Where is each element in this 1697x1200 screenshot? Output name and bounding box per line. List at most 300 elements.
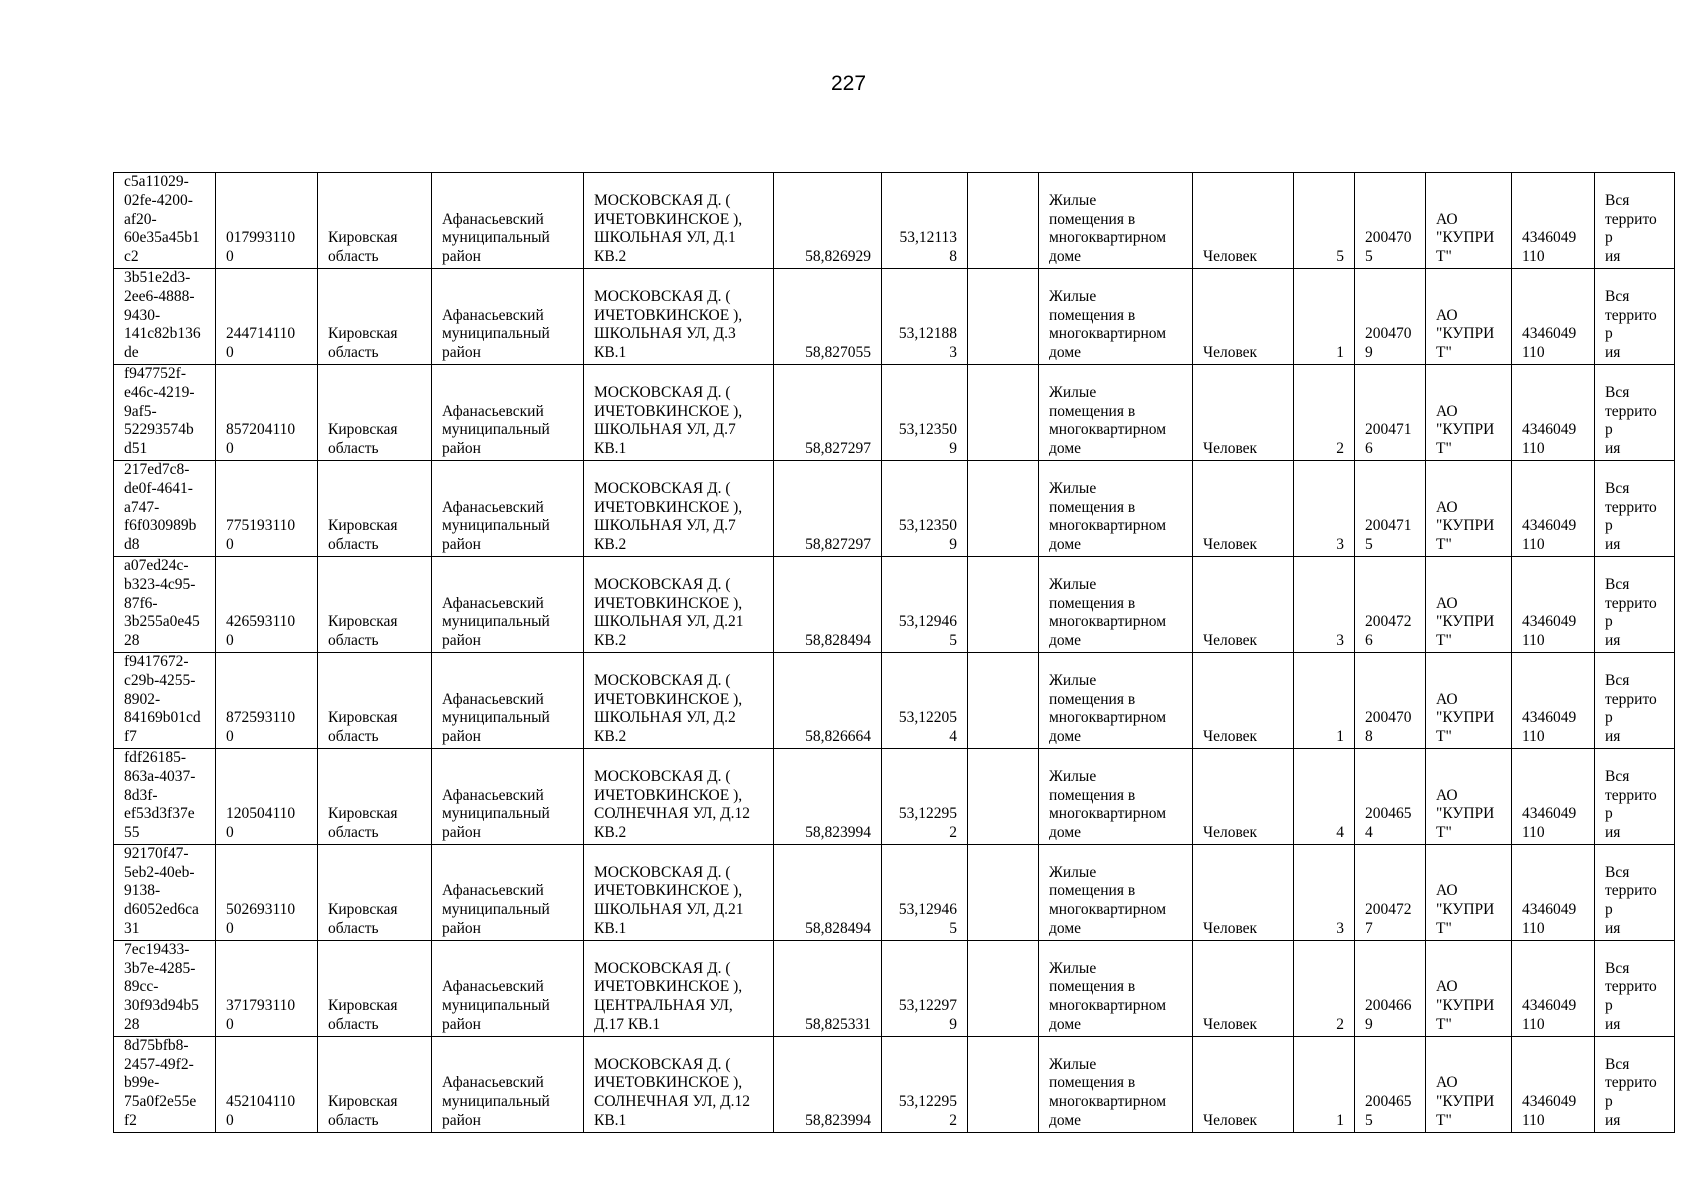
cell-line: МОСКОВСКАЯ Д. (	[594, 575, 731, 593]
cell-code	[216, 364, 318, 460]
cell-line: 2	[949, 1112, 957, 1130]
cell-unit: Человек	[1193, 460, 1294, 556]
cell-line: территор	[1605, 690, 1657, 727]
table-row	[114, 940, 1675, 1036]
cell-line: Жилые	[1049, 767, 1097, 785]
cell-number	[1355, 1036, 1426, 1132]
cell-line: 120504110	[226, 805, 296, 823]
cell-line: Кировская	[328, 901, 398, 919]
cell-line: Т"	[1436, 728, 1452, 746]
cell-line: КВ.2	[594, 632, 627, 650]
cell-line: район	[442, 920, 481, 938]
cell-blank	[968, 173, 1039, 269]
cell-count: 3	[1294, 460, 1355, 556]
cell-uuid	[114, 1036, 216, 1132]
cell-line: ИЧЕТОВКИНСКОЕ ),	[594, 594, 743, 612]
cell-uuid	[114, 173, 216, 269]
cell-line: КВ.1	[594, 1112, 627, 1130]
cell-line: "КУПРИ	[1436, 901, 1495, 919]
cell-line: 4	[1365, 824, 1373, 842]
cell-line: многоквартирном	[1049, 709, 1167, 727]
page-number: 227	[830, 72, 867, 95]
cell-line: ИЧЕТОВКИНСКОЕ ),	[594, 498, 743, 516]
cell-line: территор	[1605, 210, 1657, 247]
cell-line: Жилые	[1049, 959, 1097, 977]
cell-organization	[1426, 1036, 1512, 1132]
cell-line: 110	[1522, 1016, 1545, 1034]
cell-line: территор	[1605, 402, 1657, 439]
cell-line: 5	[949, 920, 957, 938]
cell-line: 9138-	[124, 882, 161, 900]
cell-number	[1355, 268, 1426, 364]
cell-line: 8d3f-	[124, 786, 158, 804]
cell-count: 1	[1294, 268, 1355, 364]
cell-line: АО	[1436, 402, 1458, 420]
cell-address	[584, 173, 774, 269]
cell-line: ИЧЕТОВКИНСКОЕ ),	[594, 978, 743, 996]
cell-line: муниципальный	[442, 421, 550, 439]
cell-line: 28	[124, 632, 140, 650]
cell-line: ef53d3f37e	[124, 805, 195, 823]
cell-line: Кировская	[328, 1093, 398, 1111]
cell-line: ия	[1605, 1016, 1621, 1034]
cell-line: 863a-4037-	[124, 767, 196, 785]
table-row	[114, 460, 1675, 556]
cell-longitude	[882, 268, 968, 364]
cell-line: ия	[1605, 824, 1621, 842]
cell-line: многоквартирном	[1049, 805, 1167, 823]
cell-number	[1355, 844, 1426, 940]
cell-line: 52293574b	[124, 421, 194, 439]
cell-line: 4346049	[1522, 709, 1577, 727]
cell-line: район	[442, 440, 481, 458]
cell-line: ШКОЛЬНАЯ УЛ, Д.7	[594, 421, 736, 439]
cell-latitude: 58,827297	[774, 364, 882, 460]
cell-region	[318, 844, 432, 940]
cell-line: ия	[1605, 536, 1621, 554]
cell-organization	[1426, 748, 1512, 844]
cell-line: 53,12205	[898, 709, 957, 727]
cell-line: АО	[1436, 978, 1458, 996]
cell-code	[216, 556, 318, 652]
cell-line: муниципальный	[442, 229, 550, 247]
cell-line: de0f-4641-	[124, 479, 193, 497]
cell-line: 4346049	[1522, 901, 1577, 919]
cell-line: территор	[1605, 1074, 1657, 1111]
cell-line: 0	[226, 1016, 234, 1034]
cell-line: 200470	[1365, 229, 1412, 247]
cell-line: "КУПРИ	[1436, 1093, 1495, 1111]
cell-line: доме	[1049, 1112, 1082, 1130]
cell-line: ИЧЕТОВКИНСКОЕ ),	[594, 210, 743, 228]
cell-line: ШКОЛЬНАЯ УЛ, Д.1	[594, 229, 736, 247]
cell-code	[216, 1036, 318, 1132]
cell-line: 8	[949, 248, 957, 266]
cell-line: область	[328, 632, 379, 650]
cell-line: 4346049	[1522, 805, 1577, 823]
cell-line: 53,12113	[899, 229, 957, 247]
cell-line: АО	[1436, 210, 1458, 228]
cell-line: 0	[226, 1112, 234, 1130]
cell-line: район	[442, 536, 481, 554]
cell-line: помещения в	[1049, 210, 1136, 228]
cell-line: Афанасьевский	[442, 498, 544, 516]
cell-line: Афанасьевский	[442, 306, 544, 324]
cell-blank	[968, 1036, 1039, 1132]
cell-premises-type	[1039, 556, 1193, 652]
cell-line: 200470	[1365, 325, 1412, 343]
cell-address	[584, 940, 774, 1036]
cell-line: КВ.2	[594, 248, 627, 266]
cell-line: ШКОЛЬНАЯ УЛ, Д.7	[594, 517, 736, 535]
cell-longitude	[882, 460, 968, 556]
cell-line: территор	[1605, 978, 1657, 1015]
cell-line: 53,12295	[898, 1093, 957, 1111]
cell-line: Вся	[1605, 191, 1630, 209]
cell-line: 9	[1365, 344, 1373, 362]
cell-line: de	[124, 344, 139, 362]
cell-line: территор	[1605, 498, 1657, 535]
cell-line: 110	[1522, 440, 1545, 458]
cell-line: Жилые	[1049, 479, 1097, 497]
cell-count: 5	[1294, 173, 1355, 269]
cell-line: 9430-	[124, 306, 161, 324]
cell-line: МОСКОВСКАЯ Д. (	[594, 383, 731, 401]
cell-number	[1355, 460, 1426, 556]
cell-line: c5a11029-	[124, 173, 189, 190]
cell-line: Вся	[1605, 287, 1630, 305]
cell-line: 4346049	[1522, 229, 1577, 247]
cell-inn	[1512, 173, 1595, 269]
cell-inn	[1512, 556, 1595, 652]
cell-line: АО	[1436, 882, 1458, 900]
cell-line: 3b255a0e45	[124, 613, 200, 631]
cell-region	[318, 268, 432, 364]
cell-line: район	[442, 1112, 481, 1130]
cell-line: 53,12350	[898, 421, 957, 439]
cell-line: af20-	[124, 210, 157, 228]
cell-line: область	[328, 920, 379, 938]
cell-line: КВ.2	[594, 728, 627, 746]
cell-latitude: 58,823994	[774, 1036, 882, 1132]
cell-line: Афанасьевский	[442, 978, 544, 996]
cell-line: ИЧЕТОВКИНСКОЕ ),	[594, 786, 743, 804]
cell-line: муниципальный	[442, 613, 550, 631]
cell-unit: Человек	[1193, 844, 1294, 940]
cell-line: Кировская	[328, 229, 398, 247]
cell-inn	[1512, 652, 1595, 748]
cell-line: КВ.2	[594, 824, 627, 842]
cell-line: доме	[1049, 536, 1082, 554]
cell-line: ия	[1605, 920, 1621, 938]
cell-line: ия	[1605, 248, 1621, 266]
cell-line: Кировская	[328, 517, 398, 535]
cell-line: область	[328, 536, 379, 554]
cell-line: 5	[1365, 1112, 1373, 1130]
cell-longitude	[882, 173, 968, 269]
cell-line: 84169b01cd	[124, 709, 201, 727]
cell-uuid	[114, 748, 216, 844]
cell-address	[584, 652, 774, 748]
cell-line: 0	[226, 632, 234, 650]
cell-line: 775193110	[226, 517, 296, 535]
registry-body	[114, 173, 1675, 1133]
cell-code	[216, 173, 318, 269]
cell-line: a07ed24c-	[124, 556, 189, 574]
cell-inn	[1512, 940, 1595, 1036]
cell-line: 244714110	[226, 325, 296, 343]
cell-uuid	[114, 364, 216, 460]
cell-line: 31	[124, 920, 140, 938]
cell-premises-type	[1039, 652, 1193, 748]
cell-premises-type	[1039, 364, 1193, 460]
cell-line: территор	[1605, 306, 1657, 343]
cell-line: помещения в	[1049, 594, 1136, 612]
cell-line: 200465	[1365, 805, 1412, 823]
cell-line: МОСКОВСКАЯ Д. (	[594, 671, 731, 689]
cell-count: 1	[1294, 1036, 1355, 1132]
cell-line: ИЧЕТОВКИНСКОЕ ),	[594, 306, 743, 324]
cell-line: помещения в	[1049, 306, 1136, 324]
cell-line: 6	[1365, 632, 1373, 650]
cell-line: помещения в	[1049, 978, 1136, 996]
cell-count: 4	[1294, 748, 1355, 844]
cell-line: МОСКОВСКАЯ Д. (	[594, 767, 731, 785]
cell-line: 141c82b136	[124, 325, 201, 343]
cell-region	[318, 460, 432, 556]
cell-line: 110	[1522, 344, 1545, 362]
table-row	[114, 748, 1675, 844]
cell-latitude: 58,827055	[774, 268, 882, 364]
cell-line: a747-	[124, 498, 160, 516]
cell-line: ия	[1605, 1112, 1621, 1130]
cell-line: 0	[226, 920, 234, 938]
cell-uuid	[114, 844, 216, 940]
cell-line: МОСКОВСКАЯ Д. (	[594, 959, 731, 977]
cell-line: МОСКОВСКАЯ Д. (	[594, 191, 731, 209]
cell-number	[1355, 748, 1426, 844]
cell-line: ИЧЕТОВКИНСКОЕ ),	[594, 690, 743, 708]
cell-territory	[1595, 1036, 1675, 1132]
cell-organization	[1426, 652, 1512, 748]
cell-number	[1355, 173, 1426, 269]
cell-line: 9	[1365, 1016, 1373, 1034]
cell-district	[432, 173, 584, 269]
cell-line: Жилые	[1049, 671, 1097, 689]
cell-line: 6	[1365, 440, 1373, 458]
cell-unit: Человек	[1193, 652, 1294, 748]
cell-longitude	[882, 652, 968, 748]
cell-line: 872593110	[226, 709, 296, 727]
cell-line: СОЛНЕЧНАЯ УЛ, Д.12	[594, 1093, 751, 1111]
cell-line: Т"	[1436, 920, 1452, 938]
cell-line: 53,12946	[898, 613, 957, 631]
cell-line: 3	[949, 344, 957, 362]
cell-line: 017993110	[226, 229, 296, 247]
cell-line: 02fe-4200-	[124, 191, 193, 209]
cell-address	[584, 556, 774, 652]
cell-line: Жилые	[1049, 863, 1097, 881]
cell-number	[1355, 364, 1426, 460]
cell-region	[318, 652, 432, 748]
cell-line: Кировская	[328, 805, 398, 823]
table-row	[114, 844, 1675, 940]
cell-line: 53,12946	[898, 901, 957, 919]
cell-inn	[1512, 844, 1595, 940]
cell-district	[432, 364, 584, 460]
cell-line: область	[328, 824, 379, 842]
cell-line: 0	[226, 440, 234, 458]
cell-territory	[1595, 460, 1675, 556]
cell-line: 4346049	[1522, 613, 1577, 631]
cell-territory	[1595, 844, 1675, 940]
cell-line: помещения в	[1049, 882, 1136, 900]
cell-line: 371793110	[226, 997, 296, 1015]
cell-line: 4346049	[1522, 1093, 1577, 1111]
cell-address	[584, 268, 774, 364]
cell-line: f947752f-	[124, 364, 186, 382]
cell-address	[584, 844, 774, 940]
cell-territory	[1595, 652, 1675, 748]
cell-line: 0	[226, 728, 234, 746]
cell-count: 2	[1294, 940, 1355, 1036]
cell-line: "КУПРИ	[1436, 229, 1495, 247]
cell-latitude: 58,826664	[774, 652, 882, 748]
cell-line: e46c-4219-	[124, 383, 195, 401]
cell-line: область	[328, 344, 379, 362]
cell-line: 8	[1365, 728, 1373, 746]
cell-line: помещения в	[1049, 786, 1136, 804]
cell-line: МОСКОВСКАЯ Д. (	[594, 479, 731, 497]
cell-line: 0	[226, 344, 234, 362]
cell-line: Д.17 КВ.1	[594, 1016, 661, 1034]
cell-line: муниципальный	[442, 1093, 550, 1111]
cell-line: f9417672-	[124, 652, 189, 670]
cell-line: 502693110	[226, 901, 296, 919]
cell-line: 92170f47-	[124, 844, 189, 862]
cell-premises-type	[1039, 748, 1193, 844]
cell-line: территор	[1605, 882, 1657, 919]
cell-blank	[968, 556, 1039, 652]
cell-line: 200465	[1365, 1093, 1412, 1111]
cell-line: многоквартирном	[1049, 1093, 1167, 1111]
cell-line: 217ed7c8-	[124, 460, 190, 478]
cell-code	[216, 652, 318, 748]
cell-line: АО	[1436, 498, 1458, 516]
cell-line: доме	[1049, 728, 1082, 746]
cell-code	[216, 268, 318, 364]
cell-count: 1	[1294, 652, 1355, 748]
cell-line: ИЧЕТОВКИНСКОЕ ),	[594, 1074, 743, 1092]
cell-code	[216, 940, 318, 1036]
cell-line: доме	[1049, 824, 1082, 842]
cell-line: Кировская	[328, 421, 398, 439]
cell-line: 4	[949, 728, 957, 746]
cell-line: 200472	[1365, 901, 1412, 919]
cell-inn	[1512, 748, 1595, 844]
cell-premises-type	[1039, 1036, 1193, 1132]
cell-line: 200471	[1365, 517, 1412, 535]
cell-line: 4346049	[1522, 517, 1577, 535]
cell-line: Кировская	[328, 997, 398, 1015]
cell-line: Т"	[1436, 824, 1452, 842]
cell-line: 857204110	[226, 421, 296, 439]
cell-line: 110	[1522, 536, 1545, 554]
cell-line: ия	[1605, 728, 1621, 746]
cell-line: доме	[1049, 440, 1082, 458]
cell-latitude: 58,826929	[774, 173, 882, 269]
cell-line: многоквартирном	[1049, 325, 1167, 343]
cell-line: ШКОЛЬНАЯ УЛ, Д.2	[594, 709, 736, 727]
cell-line: 110	[1522, 1112, 1545, 1130]
cell-territory	[1595, 556, 1675, 652]
cell-line: ИЧЕТОВКИНСКОЕ ),	[594, 882, 743, 900]
cell-line: 60e35a45b1	[124, 229, 200, 247]
cell-line: муниципальный	[442, 517, 550, 535]
cell-district	[432, 460, 584, 556]
cell-line: fdf26185-	[124, 748, 186, 766]
cell-blank	[968, 844, 1039, 940]
cell-line: Жилые	[1049, 287, 1097, 305]
cell-line: 89cc-	[124, 978, 159, 996]
cell-line: Афанасьевский	[442, 594, 544, 612]
cell-line: 0	[226, 536, 234, 554]
cell-territory	[1595, 268, 1675, 364]
cell-number	[1355, 556, 1426, 652]
cell-region	[318, 364, 432, 460]
cell-line: многоквартирном	[1049, 613, 1167, 631]
cell-line: МОСКОВСКАЯ Д. (	[594, 1055, 731, 1073]
cell-line: ШКОЛЬНАЯ УЛ, Д.3	[594, 325, 736, 343]
cell-line: 2	[949, 824, 957, 842]
cell-line: Т"	[1436, 632, 1452, 650]
cell-line: Кировская	[328, 613, 398, 631]
cell-unit: Человек	[1193, 1036, 1294, 1132]
cell-line: d8	[124, 536, 140, 554]
cell-line: ия	[1605, 440, 1621, 458]
cell-line: 0	[226, 248, 234, 266]
cell-line: 5eb2-40eb-	[124, 863, 195, 881]
cell-line: муниципальный	[442, 325, 550, 343]
cell-uuid	[114, 556, 216, 652]
cell-unit: Человек	[1193, 268, 1294, 364]
cell-latitude: 58,828494	[774, 844, 882, 940]
cell-premises-type	[1039, 940, 1193, 1036]
cell-uuid	[114, 268, 216, 364]
cell-address	[584, 460, 774, 556]
cell-premises-type	[1039, 173, 1193, 269]
cell-line: c29b-4255-	[124, 671, 196, 689]
cell-longitude	[882, 940, 968, 1036]
cell-line: 87f6-	[124, 594, 158, 612]
cell-line: Кировская	[328, 325, 398, 343]
cell-unit: Человек	[1193, 556, 1294, 652]
cell-line: 200471	[1365, 421, 1412, 439]
cell-territory	[1595, 364, 1675, 460]
cell-inn	[1512, 460, 1595, 556]
cell-unit: Человек	[1193, 364, 1294, 460]
cell-line: 9	[949, 536, 957, 554]
table-row	[114, 652, 1675, 748]
cell-uuid	[114, 652, 216, 748]
cell-line: доме	[1049, 632, 1082, 650]
cell-line: Вся	[1605, 575, 1630, 593]
cell-line: 200472	[1365, 613, 1412, 631]
cell-organization	[1426, 173, 1512, 269]
cell-line: Афанасьевский	[442, 882, 544, 900]
cell-inn	[1512, 268, 1595, 364]
cell-line: Жилые	[1049, 383, 1097, 401]
